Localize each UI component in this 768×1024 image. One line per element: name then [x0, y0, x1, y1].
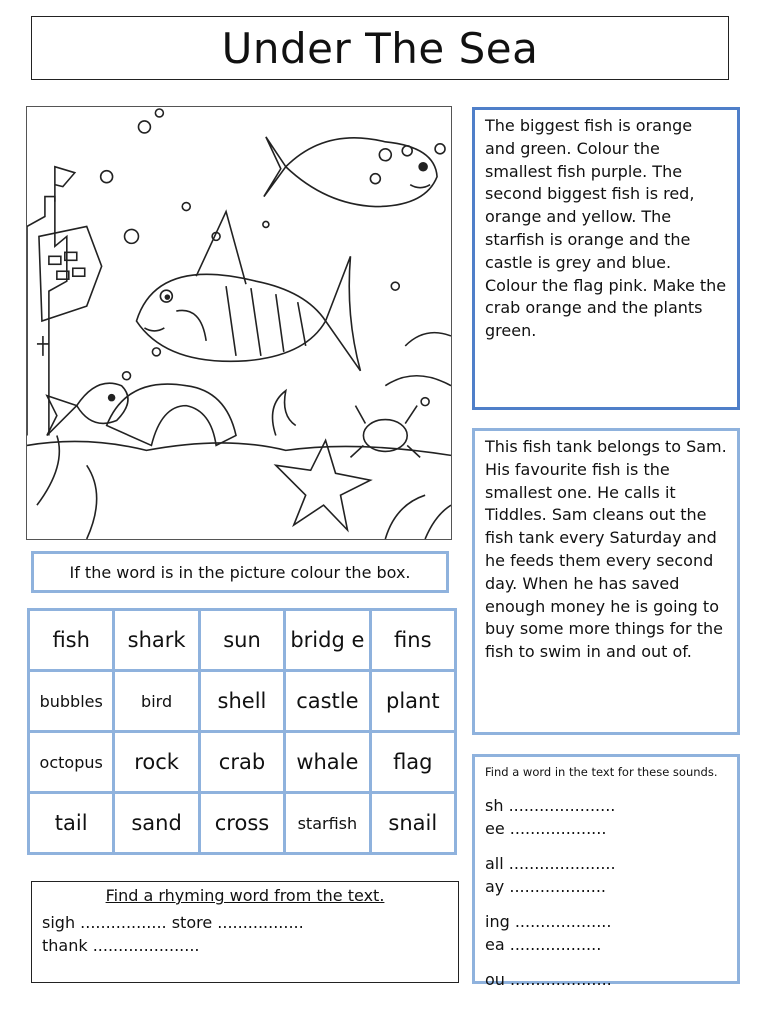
word-cell[interactable]: shell — [199, 671, 284, 732]
word-cell[interactable]: sun — [199, 610, 284, 671]
word-cell[interactable]: starfish — [285, 793, 370, 854]
word-cell[interactable]: cross — [199, 793, 284, 854]
story-text: This fish tank belongs to Sam. His favourite fish is the smallest one. He calls it Tiddles. Sam cleans out the fish tank every Saturday and he feeds them every second day. When he has saved enough money he is going to buy some more things for the fish to swim in and out of. — [485, 437, 727, 662]
word-cell[interactable]: plant — [370, 671, 455, 732]
word-cell[interactable]: shark — [114, 610, 199, 671]
word-cell[interactable]: fins — [370, 610, 455, 671]
word-cell[interactable]: rock — [114, 732, 199, 793]
rhyming-word-box — [31, 881, 459, 983]
starfish-drawing — [276, 440, 371, 530]
word-cell[interactable]: fish — [29, 610, 114, 671]
big-fish — [136, 212, 360, 371]
word-cell[interactable]: sand — [114, 793, 199, 854]
word-cell[interactable]: bridg e — [285, 610, 370, 671]
sound-line: ou .................... — [485, 969, 612, 989]
sound-line: ea .................. — [485, 934, 602, 954]
word-cell[interactable]: bird — [114, 671, 199, 732]
rhyme-line: sigh ................. store ................. — [42, 913, 304, 932]
instruction-box: If the word is in the picture colour the box. — [31, 551, 449, 593]
word-cell[interactable]: tail — [29, 793, 114, 854]
page-title: Under The Sea — [31, 16, 729, 80]
sounds-box — [472, 754, 740, 989]
word-cell[interactable]: whale — [285, 732, 370, 793]
colouring-instructions-box — [472, 107, 740, 410]
sound-line: sh ..................... — [485, 795, 616, 815]
sea-colouring-picture — [26, 106, 452, 540]
word-cell[interactable]: flag — [370, 732, 455, 793]
grid-row — [29, 610, 456, 671]
word-cell[interactable]: snail — [370, 793, 455, 854]
sound-line: ing ................... — [485, 911, 612, 931]
castle-drawing — [27, 167, 102, 436]
plants-drawing — [37, 333, 451, 539]
grid-row — [29, 732, 456, 793]
small-fish-top — [264, 137, 437, 207]
sound-line: all ..................... — [485, 853, 616, 873]
word-cell[interactable]: octopus — [29, 732, 114, 793]
grid-row — [29, 793, 456, 854]
sounds-heading: Find a word in the text for these sounds. — [485, 765, 718, 779]
colouring-text: The biggest fish is orange and green. Colour the smallest fish purple. The second biggest fish is red, orange and yellow. The starfish is orange and the castle is grey and blue. Colour the flag pink. Make the crab orange and the plants green. — [485, 116, 727, 341]
word-cell[interactable]: crab — [199, 732, 284, 793]
word-cell[interactable]: castle — [285, 671, 370, 732]
word-grid — [27, 608, 457, 855]
sound-line: ee ................... — [485, 818, 607, 838]
word-cell[interactable]: bubbles — [29, 671, 114, 732]
grid-row — [29, 671, 456, 732]
story-box — [472, 428, 740, 735]
rhyme-heading: Find a rhyming word from the text. — [105, 886, 385, 905]
sound-line: ay ................... — [485, 876, 606, 896]
rhyme-line: thank ..................... — [42, 936, 200, 955]
